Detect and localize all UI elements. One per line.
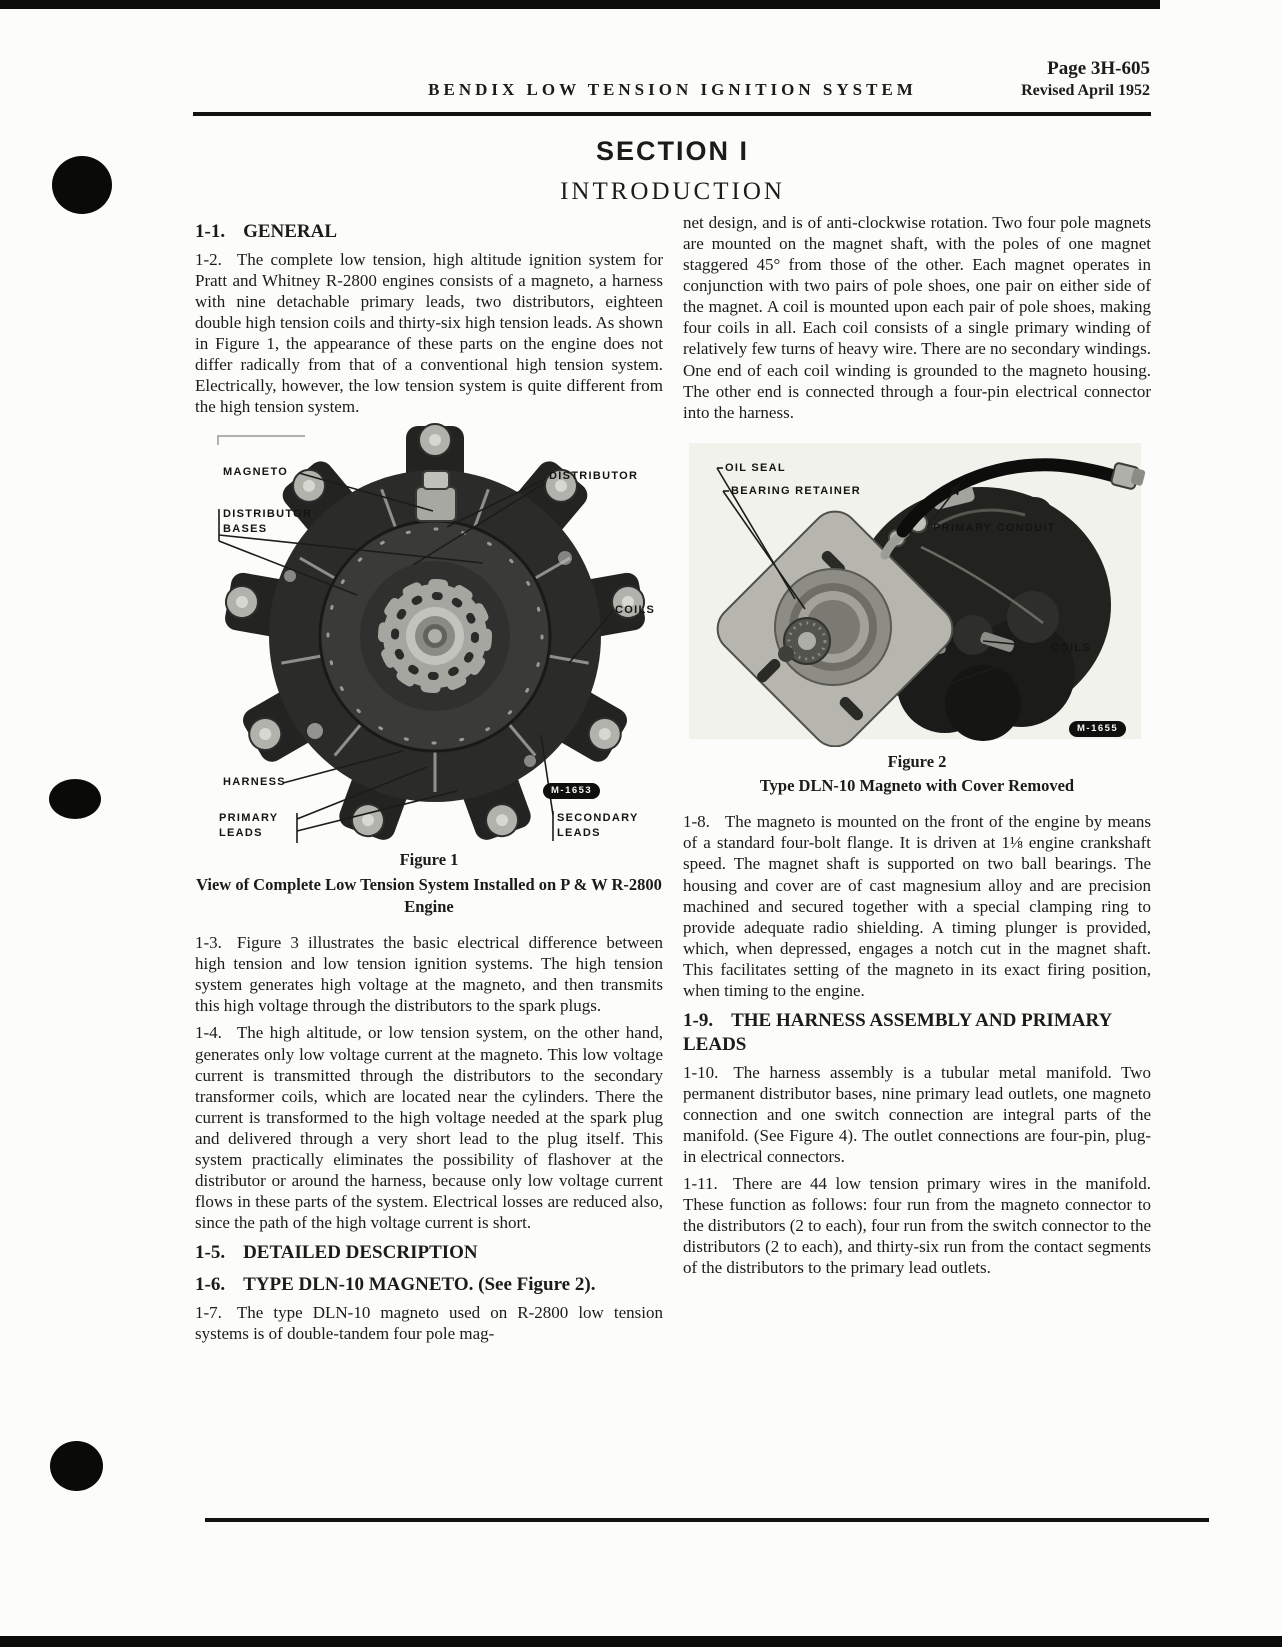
footer-rule bbox=[205, 1518, 1209, 1522]
paragraph-1-4 bbox=[195, 1022, 663, 1233]
heading-text: GENERAL bbox=[243, 221, 338, 242]
page-number: Page 3H-605 bbox=[1047, 58, 1150, 79]
para-text: There are 44 low tension primary wires in the manifold. These function as follows: four run from the magneto connector to the distributors (2 to each), four run from the switch connector to the distributors (2 to each), and thirty-six run from the contact segments of the distributors to the primary lead outlets. bbox=[683, 1173, 1151, 1278]
para-number: 1-1. bbox=[195, 221, 226, 242]
right-column bbox=[683, 212, 1151, 1284]
para-number: 1-7. bbox=[195, 1302, 222, 1322]
figure-1-caption-text: View of Complete Low Tension System Installed on P & W R-2800 Engine bbox=[196, 874, 662, 916]
para-number: 1-10. bbox=[683, 1062, 719, 1082]
heading-text: THE HARNESS ASSEMBLY AND PRIMARY LEADS bbox=[683, 1010, 1112, 1055]
para-text: The type DLN-10 magneto used on R-2800 low tension systems is of double-tandem four pole mag- bbox=[195, 1302, 663, 1343]
callout-oil-seal: OIL SEAL bbox=[725, 461, 786, 474]
para-number: 1-3. bbox=[195, 933, 222, 953]
para-text: The harness assembly is a tubular metal manifold. Two permanent distributor bases, nine primary lead outlets, one magneto connection and one switch connection are integral parts of the manifold. (See Figure 4). The outlet connections are four-pin, plug-in electrical connectors. bbox=[683, 1062, 1151, 1166]
revision-date: Revised April 1952 bbox=[1021, 81, 1150, 99]
binder-hole bbox=[49, 779, 101, 819]
para-text: The high altitude, or low tension system, on the other hand, generates only low voltage current at the magneto. This low voltage current is transmitted through the distributors to the secondary transformer coils, which are located near the cylinders. There the current is transformed to the high voltage needed at the spark plug and delivered through a very short lead to the plug itself. This system practically eliminates the possibility of flashover at the distributor or around the harness, because only low voltage current flows in these parts of the system. Electrical losses are reduced also, since the path of the high voltage current is short. bbox=[195, 1023, 663, 1233]
callout-primary-leads: PRIMARY LEADS bbox=[219, 812, 279, 839]
heading-1-9 bbox=[683, 1009, 1151, 1057]
heading-1-5 bbox=[195, 1241, 663, 1265]
heading-text: TYPE DLN-10 MAGNETO. (See Figure 2). bbox=[243, 1274, 596, 1296]
document-title: BENDIX LOW TENSION IGNITION SYSTEM bbox=[428, 80, 917, 99]
binder-hole bbox=[52, 156, 112, 214]
callout-coils: COILS bbox=[615, 604, 656, 617]
heading-text: DETAILED DESCRIPTION bbox=[243, 1242, 478, 1264]
para-number: 1-4. bbox=[195, 1023, 222, 1043]
callout-harness: HARNESS bbox=[223, 776, 286, 789]
callout-coils: COILS bbox=[1051, 641, 1092, 654]
para-number: 1-2. bbox=[195, 249, 222, 269]
left-column bbox=[195, 212, 663, 1350]
paragraph-1-2 bbox=[195, 249, 663, 418]
photo-id-badge: M-1653 bbox=[543, 783, 600, 799]
binder-hole bbox=[50, 1441, 103, 1491]
figure-2-caption bbox=[683, 751, 1151, 798]
scan-artifact-bottom-bar bbox=[0, 1636, 1282, 1647]
photo-id-badge: M-1655 bbox=[1069, 721, 1126, 737]
para-text: Figure 3 illustrates the basic electrical difference between high tension and low tension ignition systems. The high tension system generates high voltage at the magneto, and then transmits this high voltage through the distributors to the spark plugs. bbox=[195, 933, 663, 1016]
callout-primary-conduit: PRIMARY CONDUIT bbox=[933, 521, 1056, 534]
paragraph-1-8 bbox=[683, 811, 1151, 1001]
figure-2-caption-text: Type DLN-10 Magneto with Cover Removed bbox=[759, 776, 1075, 796]
callout-distributor: DISTRIBUTOR bbox=[549, 470, 639, 483]
header-rule bbox=[193, 112, 1151, 116]
figure-2-photo bbox=[683, 435, 1148, 747]
magneto-illustration bbox=[683, 435, 1148, 747]
paragraph-1-3 bbox=[195, 932, 663, 1016]
para-number: 1-6. bbox=[195, 1274, 226, 1296]
paragraph-1-10 bbox=[683, 1062, 1151, 1167]
section-subtitle: INTRODUCTION bbox=[560, 178, 785, 205]
para-number: 1-5. bbox=[195, 1242, 226, 1264]
callout-bearing-retainer: BEARING RETAINER bbox=[731, 484, 861, 497]
page-info bbox=[850, 57, 1150, 101]
paragraph-1-11 bbox=[683, 1173, 1151, 1278]
para-text: net design, and is of anti-clockwise rotation. Two four pole magnets are mounted on the magnet shaft, with the poles of one magnet staggered 45° from those of the other. Each magnet operates in conjunction with two pairs of pole shoes, one pair on either side of the magnet. A coil is mounted upon each pair of pole shoes, making four coils in all. Each coil consists of a single primary winding of relatively few turns of heavy wire. There are no secondary windings. One end of each coil winding is grounded to the magneto housing. The other end is connected through a four-pin electrical connector into the harness. bbox=[683, 213, 1151, 422]
para-number: 1-11. bbox=[683, 1173, 718, 1193]
heading-1-6 bbox=[195, 1273, 663, 1297]
figure-1-caption bbox=[195, 849, 663, 918]
para-text: The complete low tension, high altitude ignition system for Pratt and Whitney R-2800 engines consists of a magneto, a harness with nine detachable primary leads, two distributors, eighteen double high tension coils and thirty-six high tension leads. As shown in Figure 1, the appearance of these parts on the engine does not differ radically from that of a conventional high tension system. Electrically, however, the low tension system is quite different from the high tension system. bbox=[195, 249, 663, 417]
para-text: The magneto is mounted on the front of the engine by means of a standard four-bolt flange. It is driven at 1⅛ engine crankshaft speed. The magnet shaft is supported on two ball bearings. The housing and cover are of cast magnesium alloy and are precision machined and secured together with a special clamping ring to provide adequate radio shielding. A timing plunger is provided, which, when depressed, engages a notch cut in the magnet shaft. This facilitates setting of the magneto in its exact firing position, when timing to the engine. bbox=[683, 812, 1151, 1000]
figure-1-photo bbox=[195, 423, 657, 845]
paragraph-1-7-continued bbox=[683, 212, 1151, 423]
callout-secondary-leads: SECONDARY LEADS bbox=[557, 812, 639, 839]
callout-magneto: MAGNETO bbox=[223, 466, 289, 479]
para-number: 1-8. bbox=[683, 812, 710, 832]
section-title: SECTION I bbox=[595, 136, 749, 166]
callout-distributor-bases: DISTRIBUTOR BASES bbox=[223, 508, 313, 535]
figure-1-caption-title: Figure 1 bbox=[399, 850, 459, 870]
scan-artifact-top-bar bbox=[0, 0, 1160, 9]
para-number: 1-9. bbox=[683, 1010, 714, 1032]
heading-1-1 bbox=[195, 220, 663, 244]
figure-2-caption-title: Figure 2 bbox=[887, 751, 947, 771]
paragraph-1-7 bbox=[195, 1302, 663, 1344]
